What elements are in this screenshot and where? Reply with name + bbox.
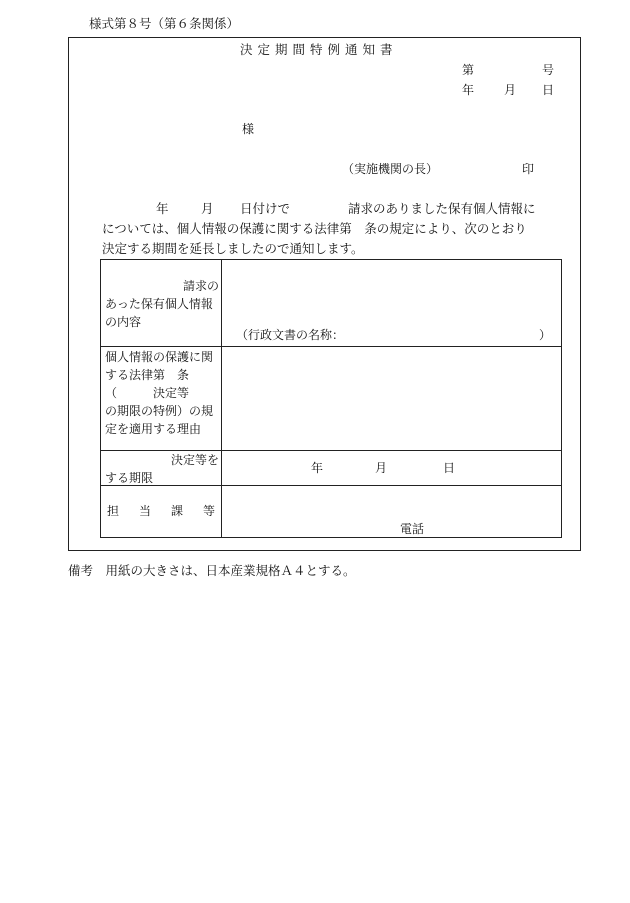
number-prefix: 第 <box>462 63 475 77</box>
deadline-year: 年 <box>311 461 324 475</box>
requested-info-label: 請求の あった保有個人情報の内容 <box>105 279 219 329</box>
remark-note: 備考 用紙の大きさは、日本産業規格Ａ４とする。 <box>68 563 356 578</box>
issuer-name: （実施機関の長） <box>342 162 439 176</box>
recipient-suffix: 様 <box>242 122 255 136</box>
department-value-cell <box>222 486 562 538</box>
date-month: 月 <box>504 83 517 97</box>
date-year: 年 <box>462 83 475 97</box>
reason-label: 個人情報の保護に関する法律第 条 （ 決定等 の期限の特例）の規定を適用する理由 <box>105 350 214 436</box>
department-label: 担 当 課 等 <box>107 504 215 518</box>
details-table <box>100 259 562 538</box>
document-title: 決定期間特例通知書 <box>240 42 398 57</box>
body-line1-rest: 請求のありました保有個人情報に <box>348 201 536 216</box>
table-row <box>101 260 562 347</box>
table-row <box>101 347 562 451</box>
table-row <box>101 486 562 538</box>
reason-label-cell <box>101 347 222 451</box>
department-label-cell <box>101 486 222 538</box>
reason-value-cell <box>222 347 562 451</box>
requested-info-label-cell <box>101 260 222 347</box>
table-row <box>101 451 562 486</box>
date-day: 日 <box>542 83 555 97</box>
body-line3: 決定する期間を延長しましたので通知します。 <box>102 241 364 256</box>
body-line2: については、個人情報の保護に関する法律第 条の規定により、次のとおり <box>102 221 527 236</box>
deadline-label-cell <box>101 451 222 486</box>
document-name-label: （行政文書の名称： <box>236 328 345 342</box>
deadline-day: 日 <box>443 461 456 475</box>
body-month: 月 <box>201 201 214 216</box>
seal-mark: 印 <box>522 162 535 176</box>
deadline-value-cell <box>222 451 562 486</box>
form-number-label: 様式第８号（第６条関係） <box>89 16 240 31</box>
phone-label: 電話 <box>400 522 425 536</box>
body-year: 年 <box>156 201 169 216</box>
deadline-label: 決定等を する期限 <box>105 453 219 485</box>
document-name-close: ） <box>538 328 551 342</box>
body-day: 日付けで <box>240 201 291 216</box>
deadline-month: 月 <box>375 461 388 475</box>
number-suffix: 号 <box>542 63 555 77</box>
requested-info-value-cell <box>222 260 562 347</box>
